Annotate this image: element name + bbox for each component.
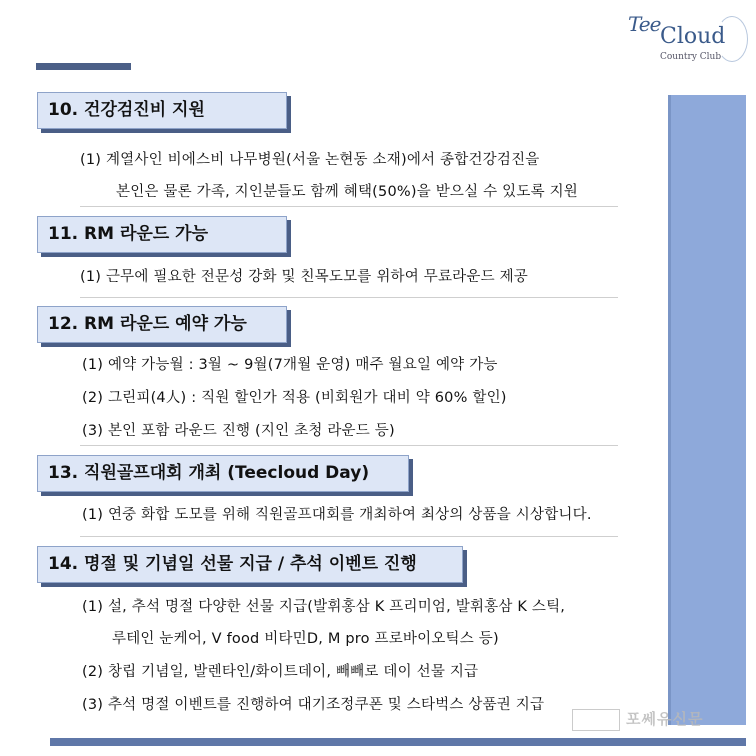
section-10-item-1: (1) 계열사인 비에스비 나무병원(서울 논현동 소재)에서 종합건강검진을 [80,152,540,168]
section-10-divider [80,206,618,207]
bottom-accent-bar [50,738,746,746]
section-14-item-2: 루테인 눈케어, V food 비타민D, M pro 프로바이오틱스 등) [112,631,499,647]
top-accent-bar [36,63,131,70]
section-14-item-1: (1) 설, 추석 명절 다양한 선물 지급(발휘홍삼 K 프리미엄, 발휘홍삼 K 스틱, [82,599,566,615]
section-12-item-1: (1) 예약 가능월 : 3월 ~ 9월(7개월 운영) 매주 월요일 예약 가능 [82,357,498,373]
teecloud-logo [620,12,750,70]
section-14-item-3: (2) 창립 기념일, 발렌타인/화이트데이, 빼빼로 데이 선물 지급 [82,664,479,680]
section-13-divider [80,536,618,537]
section-11-header: 11. RM 라운드 가능 [37,216,287,253]
section-13-header: 13. 직원골프대회 개최 (Teecloud Day) [37,455,409,492]
section-11-item-1: (1) 근무에 필요한 전문성 강화 및 친목도모를 위하여 무료라운드 제공 [80,269,529,285]
watermark-text: 포쎄유신문 [626,710,704,728]
watermark [572,708,703,731]
logo-swirl-icon [716,16,748,62]
section-12-item-2: (2) 그린피(4人) : 직원 할인가 적용 (비회원가 대비 약 60% 할인) [82,390,507,406]
section-14-header: 14. 명절 및 기념일 선물 지급 / 추석 이벤트 진행 [37,546,463,583]
section-10-header: 10. 건강검진비 지원 [37,92,287,129]
section-12-divider [80,445,618,446]
logo-cloud-text: Cloud [660,24,726,49]
section-13-item-1: (1) 연중 화합 도모를 위해 직원골프대회를 개최하여 최상의 상품을 시상합니다. [82,507,592,523]
section-14-item-4: (3) 추석 명절 이벤트를 진행하여 대기조정쿠폰 및 스타벅스 상품권 지급 [82,697,545,713]
right-decorative-column [668,95,746,725]
logo-subtitle: Country Club [660,52,722,62]
watermark-logo-icon [572,709,620,731]
logo-tee-text: Tee [628,12,661,36]
section-12-header: 12. RM 라운드 예약 가능 [37,306,287,343]
section-10-item-2: 본인은 물론 가족, 지인분들도 함께 혜택(50%)을 받으실 수 있도록 지원 [116,184,579,200]
section-11-divider [80,297,618,298]
section-12-item-3: (3) 본인 포함 라운드 진행 (지인 초청 라운드 등) [82,423,395,439]
